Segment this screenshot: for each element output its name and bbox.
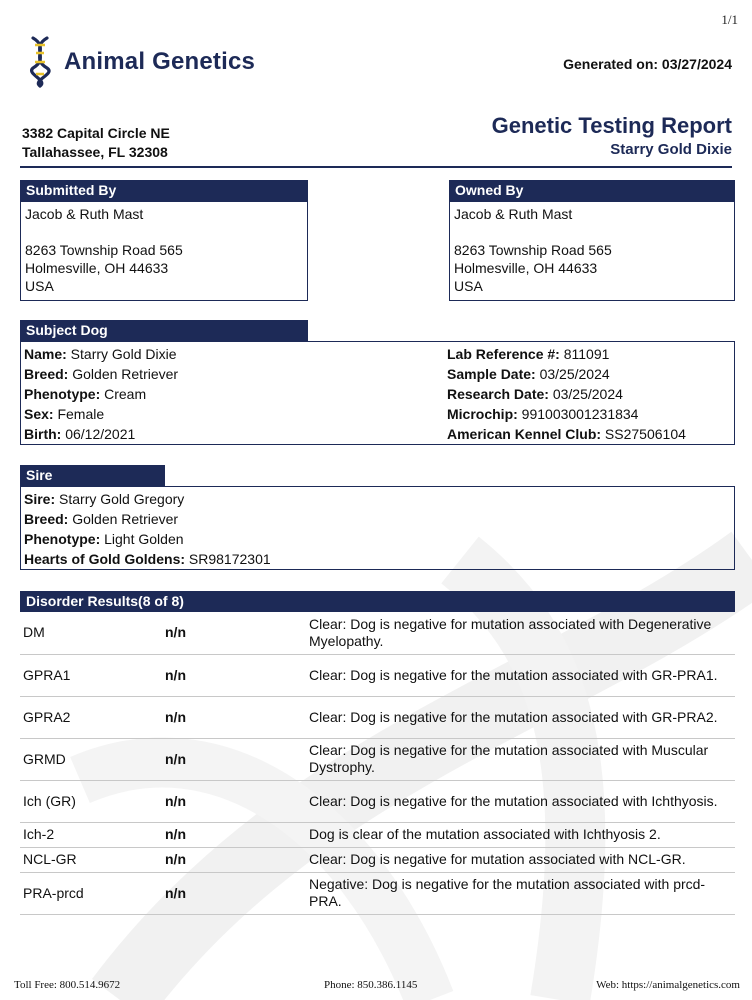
disorder-name: NCL-GR (20, 847, 162, 872)
subject-field: Phenotype: Cream (24, 386, 147, 402)
disorder-result: Clear: Dog is negative for the mutation associated with Ichthyosis. (306, 780, 735, 822)
address-line-1: 3382 Capital Circle NE (22, 125, 170, 141)
subject-dog-left-column (24, 344, 178, 442)
table-row (20, 872, 735, 914)
sire-field: Breed: Golden Retriever (24, 511, 179, 527)
subject-field: Birth: 06/12/2021 (24, 426, 136, 442)
disorder-result: Clear: Dog is negative for mutation associated with NCL-GR. (306, 847, 735, 872)
disorder-result: Negative: Dog is negative for the mutation associated with prcd-PRA. (306, 872, 735, 914)
disorder-name: GRMD (20, 738, 162, 780)
report-title-block (492, 113, 732, 158)
generated-date: Generated on: 03/27/2024 (563, 56, 732, 72)
subject-field: American Kennel Club: SS27506104 (447, 426, 686, 442)
table-row (20, 780, 735, 822)
disorder-name: PRA-prcd (20, 872, 162, 914)
disorder-genotype: n/n (162, 696, 306, 738)
subject-field: Sex: Female (24, 406, 105, 422)
disorder-name: DM (20, 612, 162, 654)
subject-field: Breed: Golden Retriever (24, 366, 179, 382)
disorder-name: GPRA2 (20, 696, 162, 738)
disorder-genotype: n/n (162, 612, 306, 654)
header-divider (20, 166, 732, 168)
page-number: 1/1 (721, 12, 738, 27)
owner-city: Holmesville, OH 44633 (454, 260, 598, 276)
footer-phone: Phone: 850.386.1145 (324, 979, 418, 991)
owner-street: 8263 Township Road 565 (454, 242, 612, 258)
owned-by-section (449, 180, 735, 301)
subject-field: Name: Starry Gold Dixie (24, 346, 177, 362)
report-subject: Starry Gold Dixie (610, 141, 732, 158)
footer-web: Web: https://animalgenetics.com (596, 979, 740, 991)
lab-address (22, 124, 170, 162)
disorder-genotype: n/n (162, 780, 306, 822)
disorder-genotype: n/n (162, 822, 306, 847)
brand-logo (26, 36, 255, 88)
owner-country: USA (454, 278, 483, 294)
disorder-name: Ich (GR) (20, 780, 162, 822)
brand-name: Animal Genetics (64, 48, 256, 75)
disorder-result: Clear: Dog is negative for the mutation associated with Muscular Dystrophy. (306, 738, 735, 780)
disorder-result: Dog is clear of the mutation associated with Ichthyosis 2. (306, 822, 735, 847)
submitted-by-box (20, 201, 308, 301)
submitter-street: 8263 Township Road 565 (25, 242, 183, 258)
subject-field: Research Date: 03/25/2024 (447, 386, 623, 402)
dna-helix-icon (26, 36, 54, 88)
subject-field: Sample Date: 03/25/2024 (447, 366, 610, 382)
disorder-name: Ich-2 (20, 822, 162, 847)
table-row (20, 738, 735, 780)
subject-field: Microchip: 991003001231834 (447, 406, 639, 422)
disorder-result: Clear: Dog is negative for mutation associated with Degenerative Myelopathy. (306, 612, 735, 654)
sire-field: Phenotype: Light Golden (24, 531, 184, 547)
subject-dog-box (20, 341, 735, 445)
disorder-results-header: Disorder Results(8 of 8) (20, 591, 735, 612)
disorder-genotype: n/n (162, 847, 306, 872)
table-row (20, 654, 735, 696)
report-title: Genetic Testing Report (491, 113, 732, 138)
submitter-country: USA (25, 278, 54, 294)
address-line-2: Tallahassee, FL 32308 (22, 144, 168, 160)
subject-field: Lab Reference #: 811091 (447, 346, 610, 362)
table-row (20, 612, 735, 654)
table-row (20, 822, 735, 847)
submitted-by-header: Submitted By (20, 180, 308, 201)
submitter-city: Holmesville, OH 44633 (25, 260, 169, 276)
sire-header: Sire (20, 465, 165, 486)
disorder-result: Clear: Dog is negative for the mutation associated with GR-PRA1. (306, 654, 735, 696)
disorder-genotype: n/n (162, 872, 306, 914)
disorder-result: Clear: Dog is negative for the mutation associated with GR-PRA2. (306, 696, 735, 738)
subject-dog-header: Subject Dog (20, 320, 308, 341)
submitter-name: Jacob & Ruth Mast (25, 206, 144, 222)
disorder-genotype: n/n (162, 738, 306, 780)
table-row (20, 696, 735, 738)
subject-dog-right-column (447, 344, 731, 442)
table-row (20, 847, 735, 872)
sire-field: Hearts of Gold Goldens: SR98172301 (24, 551, 271, 567)
footer-toll-free: Toll Free: 800.514.9672 (14, 979, 121, 991)
sire-field: Sire: Starry Gold Gregory (24, 491, 185, 507)
disorder-genotype: n/n (162, 654, 306, 696)
sire-box (20, 486, 735, 570)
owned-by-box (449, 201, 735, 301)
owned-by-header: Owned By (449, 180, 735, 201)
disorder-results-table (20, 612, 735, 915)
submitted-by-section (20, 180, 308, 301)
owner-name: Jacob & Ruth Mast (454, 206, 573, 222)
disorder-name: GPRA1 (20, 654, 162, 696)
